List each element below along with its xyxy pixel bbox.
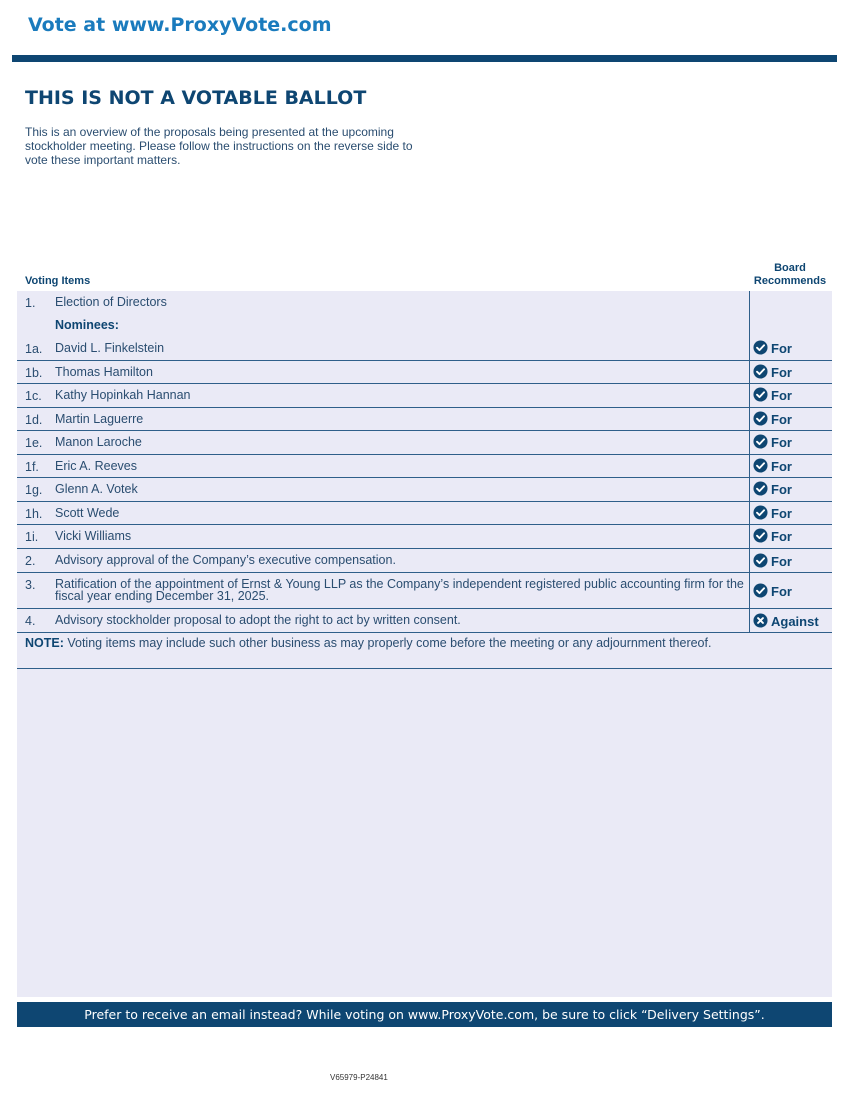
recommendation-label: For <box>771 364 792 380</box>
item-number: 1a. <box>25 342 43 356</box>
intro-text: This is an overview of the proposals being presented at the upcoming stockholder meeting. Please follow the instructions on the reverse side to vote these important matters. <box>25 125 413 167</box>
board-recommends-header: Board Recommends <box>753 262 827 287</box>
nominee-name: Martin Laguerre <box>55 411 144 426</box>
note-label: NOTE: <box>25 635 64 650</box>
check-circle-icon <box>753 553 768 568</box>
item-number: 1b. <box>25 365 43 380</box>
recommendation-cell <box>749 384 832 408</box>
recommendation-label: For <box>771 435 792 450</box>
recommendation-label: Against <box>771 613 819 629</box>
recommendation-cell <box>749 478 832 502</box>
check-circle-icon <box>753 458 768 473</box>
nominee-row <box>17 431 832 455</box>
recommendation-cell <box>749 337 832 361</box>
note-text <box>25 637 742 649</box>
check-circle-icon <box>753 364 768 379</box>
header-rule <box>12 55 837 62</box>
check-circle-icon <box>753 434 768 449</box>
voting-items-header: Voting Items <box>25 275 91 287</box>
table-row <box>17 549 832 573</box>
item-number: 1h. <box>25 506 43 521</box>
recommendation-label: For <box>771 388 792 403</box>
recommendation-label: For <box>771 583 792 599</box>
item-number: 1e. <box>25 436 43 450</box>
check-circle-icon <box>753 528 768 543</box>
nominees-label: Nominees: <box>55 318 119 332</box>
item-number: 1f. <box>25 459 39 474</box>
recommendation-cell <box>749 291 832 315</box>
item-description: Advisory stockholder proposal to adopt the right to act by written consent. <box>55 612 461 627</box>
nominee-name: Manon Laroche <box>55 435 142 449</box>
check-circle-icon <box>753 387 768 402</box>
recommendation-cell <box>749 502 832 526</box>
item-number: 1g. <box>25 483 43 497</box>
recommendation-label: For <box>771 411 792 427</box>
x-circle-icon <box>753 613 768 628</box>
check-circle-icon <box>753 481 768 496</box>
item-description: Election of Directors <box>55 295 167 309</box>
item-number: 1. <box>25 296 36 310</box>
recommendation-label: For <box>771 529 792 544</box>
check-circle-icon <box>753 411 768 426</box>
item-description: Advisory approval of the Company’s executive compensation. <box>55 552 396 567</box>
recommendation-cell <box>749 455 832 479</box>
nominee-name: David L. Finkelstein <box>55 341 165 355</box>
item-number: 3. <box>25 577 36 592</box>
recommendation-label: For <box>771 458 792 474</box>
nominee-name: Scott Wede <box>55 505 120 520</box>
table-row <box>17 573 832 609</box>
nominee-name: Glenn A. Votek <box>55 482 138 496</box>
nominee-row <box>17 408 832 432</box>
note-row <box>17 633 832 669</box>
nominee-row <box>17 525 832 549</box>
page-title: THIS IS NOT A VOTABLE BALLOT <box>25 87 367 109</box>
item-number: 4. <box>25 613 36 628</box>
recommendation-cell <box>749 609 832 633</box>
nominee-row <box>17 361 832 385</box>
item-number: 1i. <box>25 530 39 544</box>
recommendation-cell <box>749 431 832 455</box>
recommendation-label: For <box>771 505 792 521</box>
recommendation-label: For <box>771 341 792 356</box>
recommendation-label: For <box>771 553 792 569</box>
table-row <box>17 291 832 314</box>
recommendation-label: For <box>771 482 792 497</box>
item-number: 1c. <box>25 389 42 403</box>
item-description: Ratification of the appointment of Ernst & Young LLP as the Company’s independent registered public accounting firm for the fiscal year ending December 31, 2025. <box>55 576 744 603</box>
recommendation-cell <box>749 314 832 338</box>
delivery-settings-banner: Prefer to receive an email instead? While voting on www.ProxyVote.com, be sure to click “Delivery Settings”. <box>17 1002 832 1027</box>
recommendation-cell <box>749 573 832 609</box>
item-number: 1d. <box>25 412 43 427</box>
site-header: Vote at www.ProxyVote.com <box>28 14 332 36</box>
check-circle-icon <box>753 583 768 598</box>
nominee-name: Vicki Williams <box>55 529 132 543</box>
item-number: 2. <box>25 553 36 568</box>
nominee-row <box>17 478 832 502</box>
recommendation-cell <box>749 408 832 432</box>
check-circle-icon <box>753 340 768 355</box>
table-row <box>17 314 832 337</box>
nominee-name: Eric A. Reeves <box>55 458 137 473</box>
nominee-row <box>17 502 832 526</box>
nominee-row <box>17 337 832 361</box>
document-code: V65979-P24841 <box>330 1073 388 1082</box>
nominee-name: Thomas Hamilton <box>55 364 153 379</box>
note-body: Voting items may include such other business as may properly come before the meeting or any adjournment thereof. <box>63 635 712 650</box>
table-row <box>17 609 832 633</box>
voting-items-table <box>17 291 832 669</box>
recommendation-cell <box>749 361 832 385</box>
nominee-row <box>17 384 832 408</box>
nominee-name: Kathy Hopinkah Hannan <box>55 388 191 402</box>
nominee-row <box>17 455 832 479</box>
recommendation-cell <box>749 549 832 573</box>
check-circle-icon <box>753 505 768 520</box>
recommendation-cell <box>749 525 832 549</box>
